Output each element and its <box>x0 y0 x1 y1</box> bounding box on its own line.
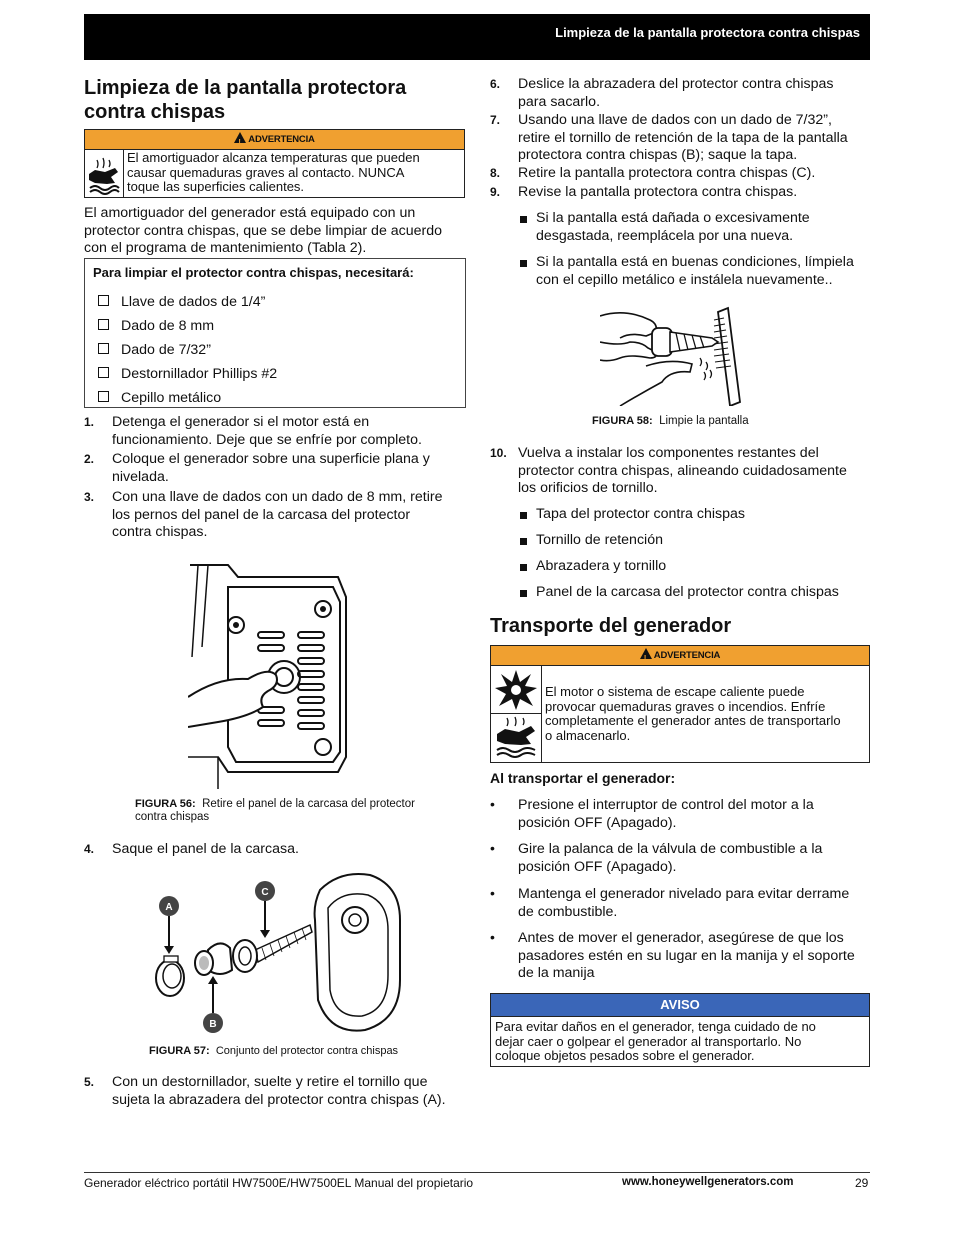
warning-triangle-icon <box>640 648 652 659</box>
checkbox-icon <box>98 367 109 378</box>
figure-text: Limpie la pantalla <box>659 415 749 427</box>
step-3 <box>84 489 464 542</box>
step-number: 6. <box>490 77 501 91</box>
footer-title: Generador eléctrico portátil HW7500E/HW7500EL Manual del propietario <box>84 1176 474 1190</box>
step-7 <box>490 112 870 165</box>
step10-bullet <box>518 506 870 524</box>
bullet-line: Gire la palanca de la válvula de combustible a la <box>518 841 823 857</box>
bullet-square-icon <box>520 216 527 223</box>
figure-58-illustration <box>600 302 760 406</box>
bullet-line: Si la pantalla está en buenas condiciones, límpiela <box>536 254 854 270</box>
figure-57-caption <box>149 1045 398 1057</box>
step-number: 8. <box>490 166 501 180</box>
transport-bullet <box>490 797 870 832</box>
tool-label: Destornillador Phillips #2 <box>121 366 278 382</box>
bullet-dot-icon: • <box>490 840 495 856</box>
bullet-line: con el cepillo metálico e instálela nuevamente.. <box>536 271 833 288</box>
notice-header: AVISO <box>491 994 869 1017</box>
bullet-dot-icon: • <box>490 796 495 812</box>
figure-text: Conjunto del protector contra chispas <box>215 1045 399 1057</box>
step-number: 1. <box>84 415 95 429</box>
step-line: Detenga el generador si el motor está en <box>112 414 370 430</box>
figure-56-caption <box>135 798 415 824</box>
step-line: para sacarlo. <box>518 93 601 110</box>
bullet-line: Antes de mover el generador, asegúrese de que los <box>518 930 844 946</box>
callout-a: A <box>165 902 173 913</box>
step-8 <box>490 165 870 183</box>
figure-label: FIGURA 57: <box>149 1045 210 1057</box>
bullet-line: desgastada, reemplácela por una nueva. <box>536 227 794 244</box>
step-line: contra chispas. <box>112 524 208 540</box>
step-4 <box>84 841 464 859</box>
figure-label: FIGURA 58: <box>592 415 653 427</box>
tool-label: Dado de 8 mm <box>121 318 215 334</box>
step-line: Con un destornillador, suelte y retire el tornillo que <box>112 1074 428 1090</box>
section-title <box>84 76 464 124</box>
notice-line: dejar caer o golpear el generador al transportarlo. No <box>495 1033 802 1049</box>
warning-line: provocar quemaduras graves o incendios. Enfríe <box>545 698 826 714</box>
step9-bullet <box>518 210 870 245</box>
warning-line: o almacenarlo. <box>545 727 631 743</box>
step10-bullet <box>518 558 870 576</box>
step-10 <box>490 445 870 498</box>
step-9 <box>490 184 870 202</box>
step-number: 2. <box>84 452 95 466</box>
step-line: los pernos del panel de la carcasa del protector <box>112 506 411 523</box>
notice-text <box>491 1017 869 1067</box>
step-line: protectora contra chispas (B); saque la tapa. <box>518 147 798 163</box>
callout-c: C <box>261 887 269 898</box>
warning-triangle-icon <box>234 132 246 143</box>
callout-b: B <box>209 1019 217 1030</box>
bullet-line: Mantenga el generador nivelado para evitar derrame <box>518 886 850 902</box>
transport-bullet <box>490 886 870 921</box>
bullet-square-icon <box>520 260 527 267</box>
step10-bullet <box>518 532 870 550</box>
tools-box <box>84 258 466 408</box>
warning-header <box>491 646 869 666</box>
transport-bullet <box>490 930 870 983</box>
warning-header <box>85 130 464 150</box>
step-number: 3. <box>84 490 95 504</box>
tool-item <box>98 338 277 362</box>
bullet-square-icon <box>520 512 527 519</box>
step-5 <box>84 1074 464 1109</box>
checkbox-icon <box>98 295 109 306</box>
hot-surface-icon <box>491 714 542 762</box>
warning-label: ADVERTENCIA <box>248 134 315 145</box>
step-6 <box>490 76 870 111</box>
explosion-icon <box>491 666 542 714</box>
bullet-line: Panel de la carcasa del protector contra chispas <box>536 584 839 600</box>
tool-item <box>98 314 277 338</box>
step-line: los orificios de tornillo. <box>518 480 658 496</box>
warning-label: ADVERTENCIA <box>653 650 721 661</box>
intro-line: protector contra chispas, que se debe limpiar de acuerdo <box>84 222 443 239</box>
header-title: Limpieza de la pantalla protectora contra chispas <box>555 25 860 40</box>
warning-text <box>127 151 420 195</box>
step-line: sujeta la abrazadera del protector contra chispas (A). <box>112 1091 446 1108</box>
tools-title: Para limpiar el protector contra chispas, necesitará: <box>93 265 414 280</box>
checkbox-icon <box>98 391 109 402</box>
bullet-line: posición OFF (Apagado). <box>518 858 677 875</box>
bullet-square-icon <box>520 564 527 571</box>
warning-line: El motor o sistema de escape caliente puede <box>545 684 805 699</box>
page-number: 29 <box>855 1176 869 1190</box>
step-line: Con una llave de dados con un dado de 8 mm, retire <box>112 489 443 505</box>
transport-bullet <box>490 841 870 876</box>
tool-item <box>98 290 277 314</box>
warning-text <box>545 685 841 743</box>
notice-line: coloque objetos pesados sobre el generador. <box>495 1048 755 1063</box>
bullet-line: Si la pantalla está dañada o excesivamente <box>536 210 810 226</box>
figure-label: FIGURA 56: <box>135 798 196 810</box>
figure-text: contra chispas <box>135 811 210 823</box>
intro-line: con el programa de mantenimiento (Tabla 2). <box>84 240 367 256</box>
section-title-line2: contra chispas <box>84 101 226 123</box>
step-line: protector contra chispas, alineando cuidadosamente <box>518 462 847 479</box>
figure-text: Retire el panel de la carcasa del protector <box>202 798 415 810</box>
step10-bullet <box>518 584 870 602</box>
warning-line: El amortiguador alcanza temperaturas que pueden <box>127 150 420 165</box>
step-line: Deslice la abrazadera del protector contra chispas <box>518 76 834 92</box>
notice-line: Para evitar daños en el generador, tenga cuidado de no <box>495 1019 816 1034</box>
bullet-line: Tapa del protector contra chispas <box>536 506 745 522</box>
tool-label: Cepillo metálico <box>121 390 222 406</box>
warning-line: toque las superficies calientes. <box>127 179 305 194</box>
warning-box <box>84 129 465 198</box>
step-line: Coloque el generador sobre una superficie plana y <box>112 451 430 467</box>
figure-56-illustration <box>188 557 358 789</box>
step-1 <box>84 414 464 449</box>
bullet-line: de la manija <box>518 965 595 981</box>
section2-heading: Transporte del generador <box>490 615 732 637</box>
checkbox-icon <box>98 319 109 330</box>
step-line: nivelada. <box>112 468 169 485</box>
checkbox-icon <box>98 343 109 354</box>
header-bar <box>84 14 870 60</box>
section2-title <box>490 614 870 638</box>
bullet-line: Abrazadera y tornillo <box>536 558 667 574</box>
tool-label: Llave de dados de 1/4” <box>121 294 266 310</box>
step-number: 4. <box>84 842 95 856</box>
bullet-square-icon <box>520 538 527 545</box>
step-line: Revise la pantalla protectora contra chispas. <box>518 184 798 200</box>
bullet-line: de combustible. <box>518 903 618 920</box>
section-title-line1: Limpieza de la pantalla protectora <box>84 77 407 99</box>
bullet-line: posición OFF (Apagado). <box>518 814 677 831</box>
figure-57-illustration <box>150 870 410 1040</box>
step-number: 9. <box>490 185 501 199</box>
step9-bullet <box>518 254 870 289</box>
step-number: 7. <box>490 113 501 127</box>
notice-box <box>490 993 870 1067</box>
step-number: 10. <box>490 446 507 460</box>
tools-list <box>98 290 277 410</box>
footer-rule <box>84 1172 870 1173</box>
tool-item <box>98 386 277 410</box>
bullet-dot-icon: • <box>490 885 495 901</box>
step-2 <box>84 451 464 486</box>
bullet-square-icon <box>520 590 527 597</box>
step-number: 5. <box>84 1075 95 1089</box>
footer-url[interactable]: www.honeywellgenerators.com <box>622 1176 794 1188</box>
bullet-line: Presione el interruptor de control del motor a la <box>518 797 814 813</box>
step-line: funcionamiento. Deje que se enfríe por completo. <box>112 431 422 448</box>
figure-58-caption <box>592 415 749 427</box>
step-line: Saque el panel de la carcasa. <box>112 841 299 857</box>
warning-line: causar quemaduras graves al contacto. NUNCA <box>127 164 405 180</box>
hot-surface-icon <box>85 150 124 197</box>
warning-box-transport <box>490 645 870 763</box>
tool-label: Dado de 7/32” <box>121 342 211 358</box>
step-line: retire el tornillo de retención de la tapa de la pantalla <box>518 129 848 146</box>
tool-item <box>98 362 277 386</box>
step-line: Vuelva a instalar los componentes restantes del <box>518 445 819 461</box>
step-line: Usando una llave de dados con un dado de 7/32”, <box>518 112 832 128</box>
warning-line: completamente el generador antes de transportarlo <box>545 713 841 728</box>
intro-paragraph <box>84 205 464 258</box>
intro-line: El amortiguador del generador está equipado con un <box>84 205 416 221</box>
bullet-line: Tornillo de retención <box>536 532 663 548</box>
transport-subhead: Al transportar el generador: <box>490 770 676 786</box>
bullet-line: pasadores estén en su lugar en la manija y el soporte <box>518 947 855 964</box>
bullet-dot-icon: • <box>490 929 495 945</box>
step-line: Retire la pantalla protectora contra chispas (C). <box>518 165 816 181</box>
